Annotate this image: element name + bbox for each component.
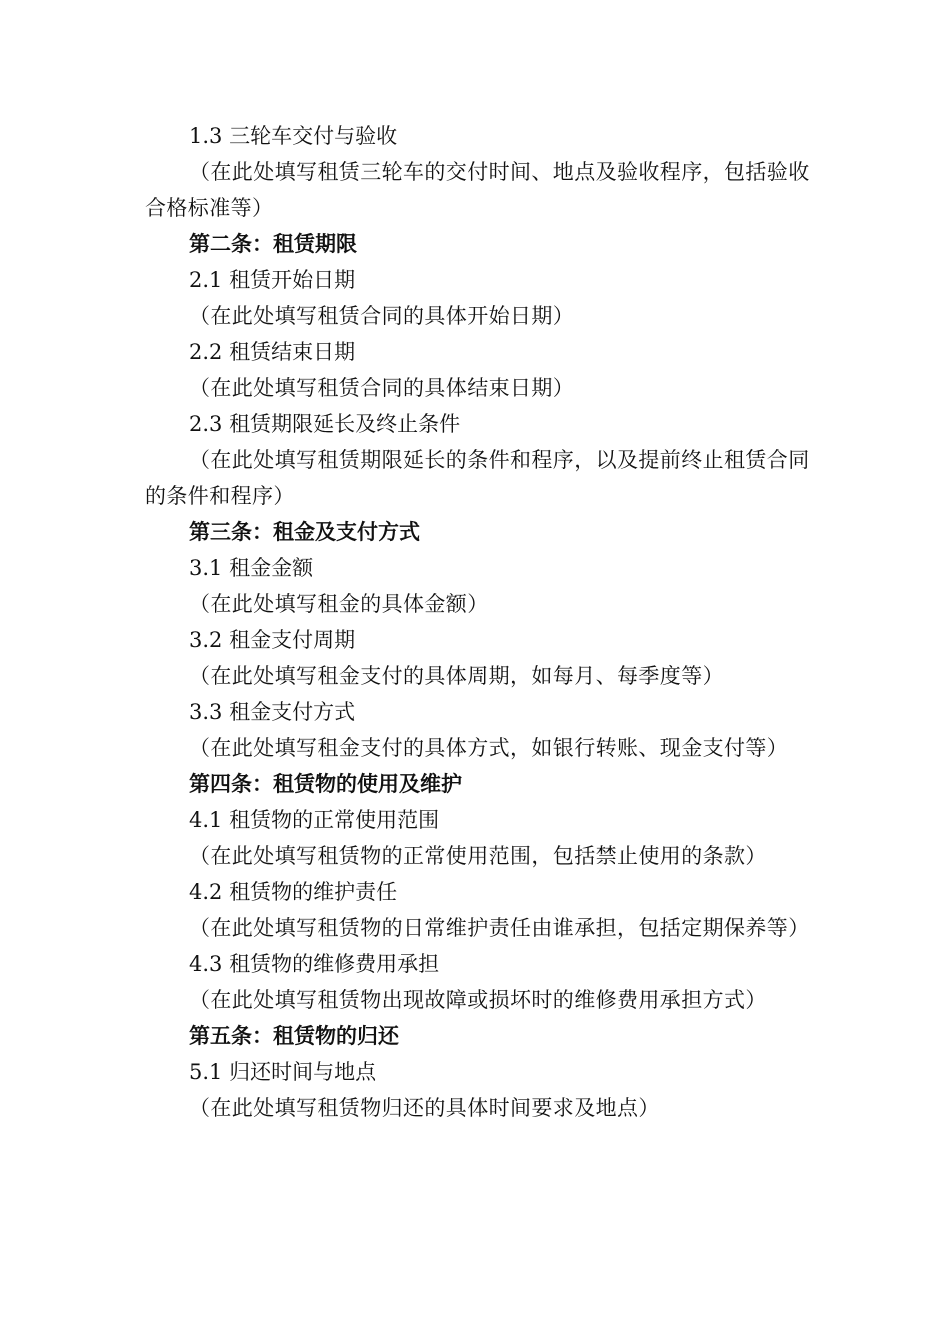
heading-article-3: 第三条：租金及支付方式 — [189, 519, 420, 544]
item-3-1: 3.1 租金金额 — [189, 556, 314, 580]
note-2-1: （在此处填写租赁合同的具体开始日期） — [189, 304, 575, 328]
heading-article-4: 第四条：租赁物的使用及维护 — [189, 771, 462, 796]
item-5-1: 5.1 归还时间与地点 — [189, 1060, 377, 1084]
note-3-1: （在此处填写租金的具体金额） — [189, 592, 489, 616]
item-2-1: 2.1 租赁开始日期 — [189, 268, 356, 292]
note-1-3: （在此处填写租赁三轮车的交付时间、地点及验收程序，包括验收合格标准等） — [145, 160, 810, 220]
item-4-3: 4.3 租赁物的维修费用承担 — [189, 952, 440, 976]
document-page — [145, 118, 810, 1126]
item-4-2: 4.2 租赁物的维护责任 — [189, 880, 398, 904]
note-4-3: （在此处填写租赁物出现故障或损坏时的维修费用承担方式） — [189, 988, 767, 1012]
heading-article-2: 第二条：租赁期限 — [189, 231, 357, 256]
note-3-3: （在此处填写租金支付的具体方式，如银行转账、现金支付等） — [189, 736, 789, 760]
item-2-2: 2.2 租赁结束日期 — [189, 340, 356, 364]
note-2-2: （在此处填写租赁合同的具体结束日期） — [189, 376, 575, 400]
item-2-3: 2.3 租赁期限延长及终止条件 — [189, 412, 461, 436]
heading-article-5: 第五条：租赁物的归还 — [189, 1023, 399, 1048]
item-1-3: 1.3 三轮车交付与验收 — [189, 124, 398, 148]
note-5-1: （在此处填写租赁物归还的具体时间要求及地点） — [189, 1096, 660, 1120]
note-4-2: （在此处填写租赁物的日常维护责任由谁承担，包括定期保养等） — [189, 916, 810, 940]
note-2-3: （在此处填写租赁期限延长的条件和程序，以及提前终止租赁合同的条件和程序） — [145, 448, 810, 508]
item-3-3: 3.3 租金支付方式 — [189, 700, 356, 724]
item-4-1: 4.1 租赁物的正常使用范围 — [189, 808, 440, 832]
note-4-1: （在此处填写租赁物的正常使用范围，包括禁止使用的条款） — [189, 844, 767, 868]
note-3-2: （在此处填写租金支付的具体周期，如每月、每季度等） — [189, 664, 724, 688]
item-3-2: 3.2 租金支付周期 — [189, 628, 356, 652]
